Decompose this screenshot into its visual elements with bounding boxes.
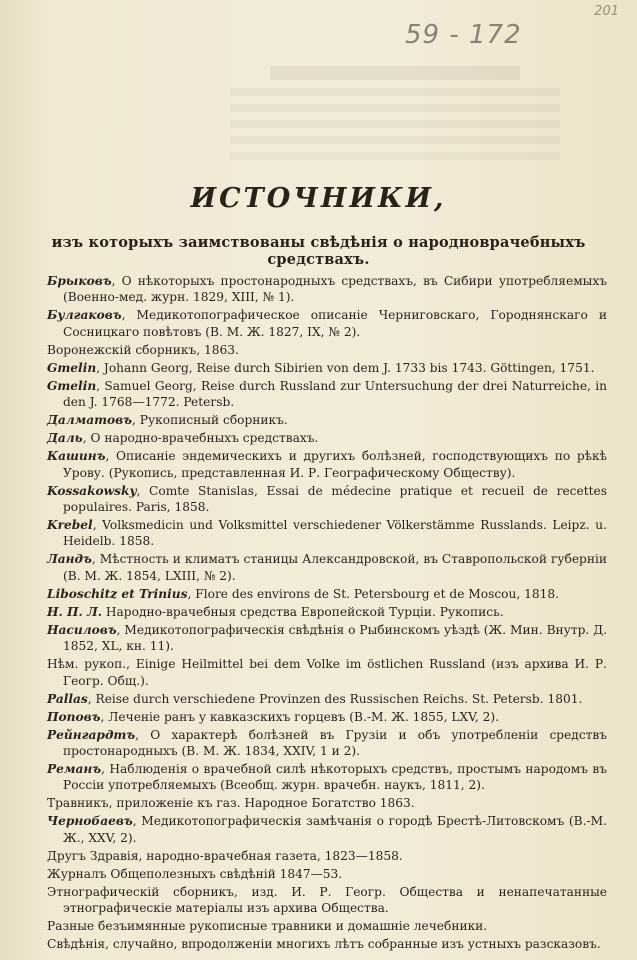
source-author: Реманъ: [47, 762, 102, 777]
source-text: , Наблюденія о врачебной силѣ нѣкоторыхъ средствъ, простымъ народомъ въ Россіи употребляемыхъ (Всеобщ. журн. врачебн. наукъ, 1811, 2).: [63, 762, 607, 793]
source-entry: [47, 517, 607, 550]
source-text: , Описаніе эндемическихъ и другихъ болѣзней, господствующихъ по рѣкѣ Урову. (Рукопись, представленная И. Р. Географическому Обществу).: [63, 449, 607, 480]
source-entry: [47, 936, 607, 952]
source-entry: [47, 918, 607, 934]
source-text: Другъ Здравія, народно-врачебная газета, 1823—1858.: [47, 848, 403, 863]
source-text: , Медикотопографическія свѣдѣнія о Рыбинскомъ уѣздѣ (Ж. Мин. Внутр. Д. 1852, XL, кн. 11).: [63, 622, 607, 654]
source-text: , Comte Stanislas, Essai de médecine pratique et recueil de recettes populaires. Paris, 1858.: [63, 483, 607, 515]
source-text: , Медикотопографическія замѣчанія о городѣ Брестѣ-Литовскомъ (В.-М. Ж., XXV, 2).: [63, 814, 607, 845]
source-entry: [47, 866, 607, 882]
source-text: , Леченіе ранъ у кавказскихъ горцевъ (В.-М. Ж. 1855, LXV, 2).: [100, 709, 499, 724]
source-text: Свѣдѣнія, случайно, впродолженіи многихъ лѣтъ собранные изъ устныхъ разсказовъ.: [47, 937, 601, 952]
source-text: Этнографическій сборникъ, изд. И. Р. Геогр. Общества и ненапечатанные этнографическіе матеріалы изъ архива Общества.: [47, 884, 607, 916]
source-author: Брыковъ: [47, 274, 112, 288]
source-text: , Volksmedicin und Volksmittel verschiedener Völkerstämme Russlands. Leipz. u. Heidelb. 1858.: [63, 518, 607, 549]
source-text: Нѣм. рукоп., Einige Heilmittel bei dem Volke im östlichen Russland (изъ архива И. Р. Геогр. Общ.).: [47, 657, 607, 688]
source-entry: [47, 691, 607, 707]
source-text: , Рукописный сборникъ.: [132, 413, 288, 428]
source-entry: [47, 795, 607, 811]
source-author: Даль: [47, 431, 83, 446]
source-entry: [47, 604, 607, 620]
source-text: , О характерѣ болѣзней въ Грузіи и объ употребленіи средствъ простонародныхъ (В. М. Ж. 1834, XXIV, 1 и 2).: [63, 727, 607, 759]
page-title: ИСТОЧНИКИ,: [190, 183, 447, 214]
source-entry: [47, 656, 607, 689]
source-entry: [47, 586, 607, 602]
source-entry: [47, 551, 607, 584]
sources-list: [47, 273, 607, 954]
source-text: Воронежскій сборникъ, 1863.: [47, 342, 239, 357]
source-author: Pallas: [47, 691, 88, 706]
source-author: Н. П. Л.: [47, 604, 103, 619]
source-entry: [47, 430, 607, 446]
source-text: , Медикотопографическое описаніе Черниговскаго, Городнянскаго и Сосницкаго повѣтовъ (В. М. Ж. 1827, IX, № 2).: [63, 308, 607, 339]
pencil-page-number: 201: [594, 4, 619, 19]
source-text: Разные безъимянные рукописные травники и домашніе лечебники.: [47, 919, 488, 934]
source-author: Кашинъ: [47, 449, 106, 464]
source-author: Насиловъ: [47, 622, 117, 637]
source-entry: [47, 622, 607, 655]
source-entry: [47, 483, 607, 516]
source-text: , О народно-врачебныхъ средствахъ.: [82, 431, 319, 446]
source-text: , Samuel Georg, Reise durch Russland zur Untersuchung der drei Naturreiche, in den J. 1768—1772. Petersb.: [63, 378, 607, 410]
source-text: Травникъ, приложеніе къ газ. Народное Богатство 1863.: [47, 796, 415, 811]
source-entry: [47, 412, 607, 428]
source-text: , О нѣкоторыхъ простонародныхъ средствахъ, въ Сибири употребляемыхъ (Военно-мед. журн. 1829, XIII, № 1).: [63, 274, 607, 305]
source-text: Народно-врачебныя средства Европейской Турціи. Рукопись.: [102, 604, 504, 619]
source-entry: [47, 848, 607, 864]
source-author: Gmelin: [47, 378, 97, 393]
source-author: Булгаковъ: [47, 308, 122, 323]
page-subtitle: изъ которыхъ заимствованы свѣдѣнія о народноврачебныхъ средствахъ.: [51, 234, 586, 268]
source-text: Журналъ Общеполезныхъ свѣдѣній 1847—53.: [47, 866, 343, 881]
source-entry: [47, 378, 607, 411]
source-author: Поповъ: [47, 709, 101, 724]
pencil-catalog-number: 59 - 172: [405, 20, 522, 50]
source-text: , Flore des environs de St. Petersbourg et de Moscou, 1818.: [187, 586, 560, 601]
source-author: Рейнгардтъ: [47, 727, 136, 742]
source-text: , Johann Georg, Reise durch Sibirien von dem J. 1733 bis 1743. Göttingen, 1751.: [96, 360, 595, 375]
source-entry: [47, 448, 607, 481]
source-entry: [47, 360, 607, 376]
source-author: Ландъ: [47, 552, 92, 567]
source-author: Krebel: [47, 518, 93, 533]
source-author: Liboschitz et Trinius: [47, 586, 188, 601]
source-entry: [47, 342, 607, 358]
source-text: , Мѣстность и климатъ станицы Александровской, въ Ставропольской губерніи (В. М. Ж. 1854, LXIII, № 2).: [63, 552, 607, 583]
source-entry: [47, 761, 607, 794]
source-entry: [47, 727, 607, 760]
bleed-through-texture: [230, 60, 560, 168]
source-author: Чернобаевъ: [47, 814, 133, 829]
source-entry: [47, 273, 607, 306]
source-entry: [47, 813, 607, 846]
source-text: , Reise durch verschiedene Provinzen des Russischen Reichs. St. Petersb. 1801.: [87, 691, 583, 706]
source-entry: [47, 307, 607, 340]
source-author: Kossakowsky: [47, 483, 137, 498]
source-entry: [47, 884, 607, 917]
source-author: Далматовъ: [47, 413, 133, 428]
source-entry: [47, 709, 607, 725]
source-author: Gmelin: [47, 360, 97, 375]
